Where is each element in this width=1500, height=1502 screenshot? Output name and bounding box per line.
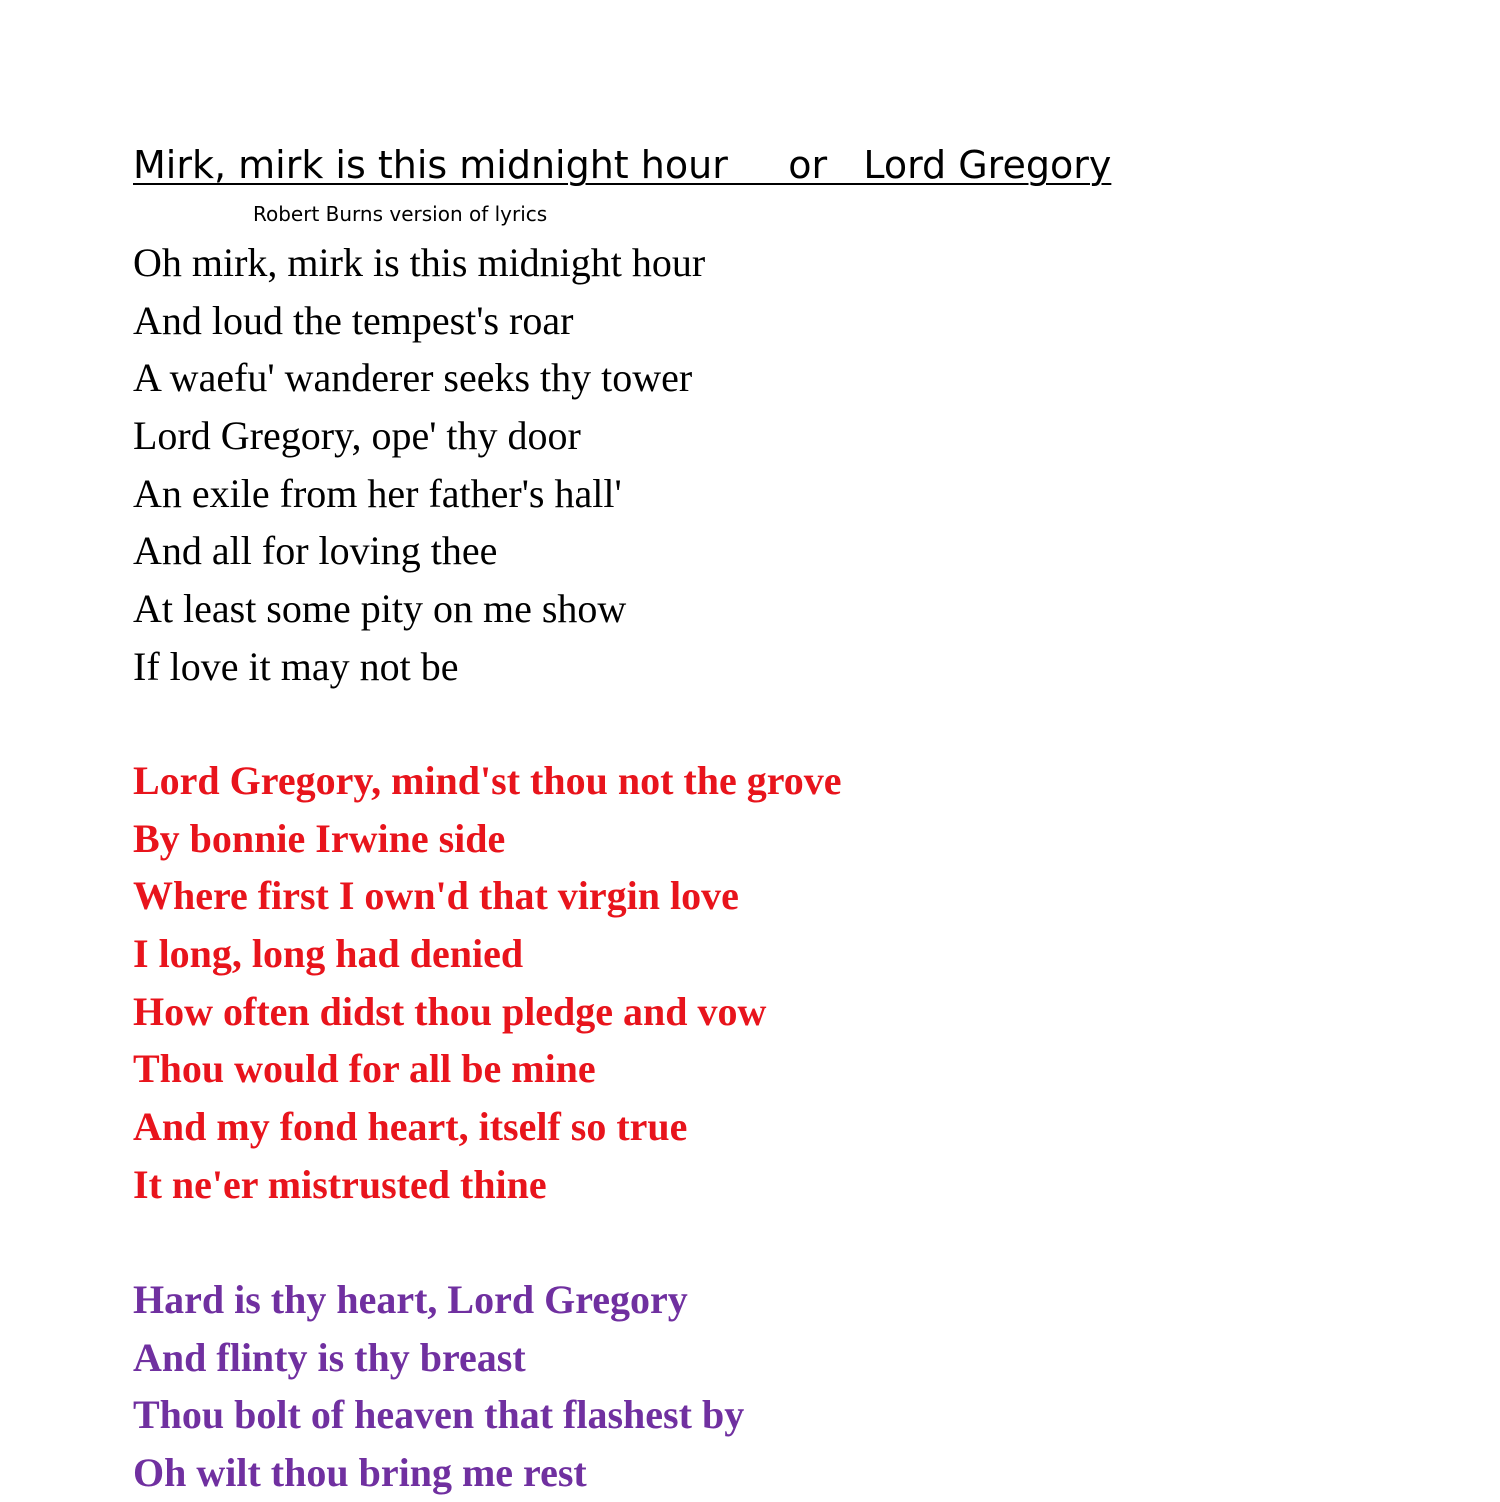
lyric-line: Oh mirk, mirk is this midnight hour: [133, 240, 706, 285]
lyric-line: And flinty is thy breast: [133, 1334, 526, 1380]
stanza-3: [133, 1271, 744, 1502]
lyric-line: Thou would for all be mine: [133, 1046, 596, 1092]
lyric-line: And all for loving thee: [133, 528, 498, 574]
lyric-line: Hard is thy heart, Lord Gregory: [133, 1277, 688, 1322]
lyric-line: Oh wilt thou bring me rest: [133, 1450, 587, 1496]
lyric-line: An exile from her father's hall': [133, 470, 622, 516]
lyric-line: By bonnie Irwine side: [133, 815, 506, 861]
lyric-line: If love it may not be: [133, 643, 459, 689]
lyric-line: A waefu' wanderer seeks thy tower: [133, 355, 693, 401]
lyric-line: And my fond heart, itself so true: [133, 1104, 688, 1150]
lyric-line: I long, long had denied: [133, 931, 524, 977]
lyric-line: Thou bolt of heaven that flashest by: [133, 1392, 745, 1438]
lyric-line: And loud the tempest's roar: [133, 297, 574, 343]
lyric-line: How often didst thou pledge and vow: [133, 988, 767, 1034]
song-title: Mirk, mirk is this midnight hour or Lord Gregory: [133, 143, 1112, 187]
lyric-line: Where first I own'd that virgin love: [133, 873, 739, 919]
lyric-line: Lord Gregory, ope' thy door: [133, 413, 581, 459]
lyric-line: It ne'er mistrusted thine: [133, 1161, 547, 1207]
song-subtitle: Robert Burns version of lyrics: [253, 202, 548, 226]
lyric-line: At least some pity on me show: [133, 586, 627, 632]
stanza-1: [133, 234, 705, 696]
lyric-line: Lord Gregory, mind'st thou not the grove: [133, 758, 842, 803]
stanza-2: [133, 752, 842, 1214]
